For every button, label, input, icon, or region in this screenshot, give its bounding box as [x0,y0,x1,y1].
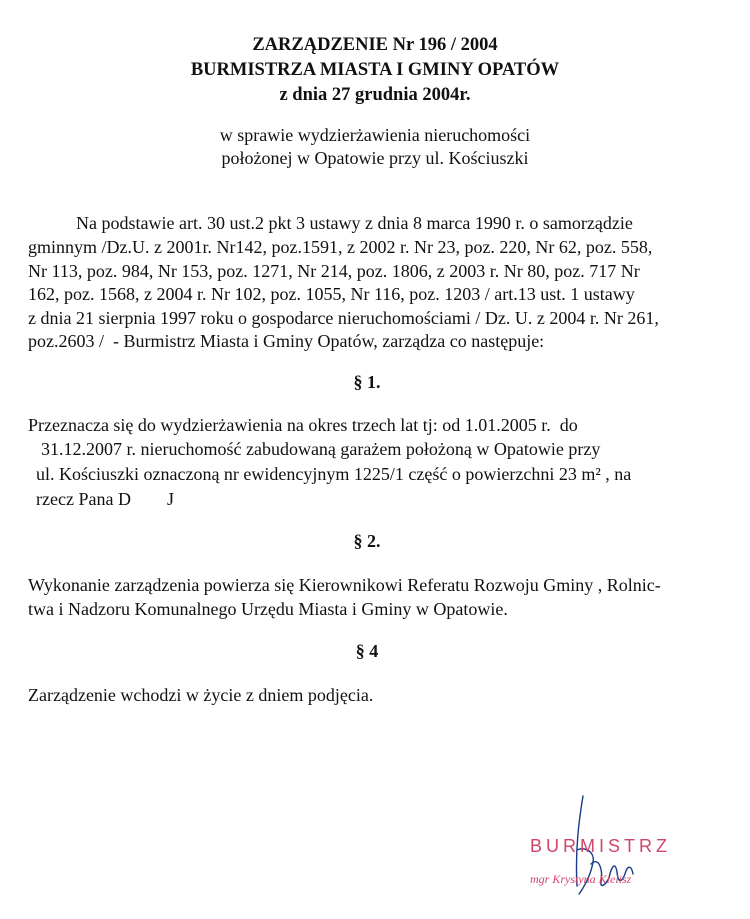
section-1-line: 31.12.2007 r. nieruchomość zabudowaną garażem położoną w Opatowie przy [41,439,601,459]
issuing-authority: BURMISTRZA MIASTA I GMINY OPATÓW [190,60,560,80]
preamble-line: Nr 113, poz. 984, Nr 153, poz. 1271, Nr 214, poz. 1806, z 2003 r. Nr 80, poz. 717 Nr [28,261,640,281]
preamble-line: Na podstawie art. 30 ust.2 pkt 3 ustawy z dnia 8 marca 1990 r. o samorządzie [76,213,633,233]
section-2-line: Wykonanie zarządzenia powierza się Kierownikowi Referatu Rozwoju Gminy , Rolnic- [28,575,661,595]
preamble-line: z dnia 21 sierpnia 1997 roku o gospodarce nieruchomościami / Dz. U. z 2004 r. Nr 261, [28,308,659,328]
section-4-line: Zarządzenie wchodzi w życie z dniem podjęcia. [28,685,374,705]
section-4-heading: § 4 [355,641,379,661]
document-date: z dnia 27 grudnia 2004r. [279,85,471,105]
preamble-line: poz.2603 / - Burmistrz Miasta i Gminy Opatów, zarządza co następuje: [28,331,545,351]
stamp-name: mgr Krystyna Kielisz [530,872,632,886]
subject-line-1: w sprawie wydzierżawienia nieruchomości [219,125,531,145]
preamble-line: gminnym /Dz.U. z 2001r. Nr142, poz.1591, z 2002 r. Nr 23, poz. 220, Nr 62, poz. 558, [28,237,653,257]
subject-line-2: położonej w Opatowie przy ul. Kościuszki [221,148,529,168]
section-2-heading: § 2. [353,531,381,551]
section-1-line: Przeznacza się do wydzierżawienia na okres trzech lat tj: od 1.01.2005 r. do [28,415,578,435]
stamp-title: BURMISTRZ [530,836,671,856]
preamble-line: 162, poz. 1568, z 2004 r. Nr 102, poz. 1055, Nr 116, poz. 1203 / art.13 ust. 1 ustawy [28,284,635,304]
document-title: ZARZĄDZENIE Nr 196 / 2004 [252,35,498,55]
section-1-heading: § 1. [353,372,381,392]
section-1-line: rzecz Pana D J [36,489,174,509]
section-2-line: twa i Nadzoru Komunalnego Urzędu Miasta i Gminy w Opatowie. [28,599,508,619]
section-1-line: ul. Kościuszki oznaczoną nr ewidencyjnym 1225/1 część o powierzchni 23 m² , na [36,464,632,484]
